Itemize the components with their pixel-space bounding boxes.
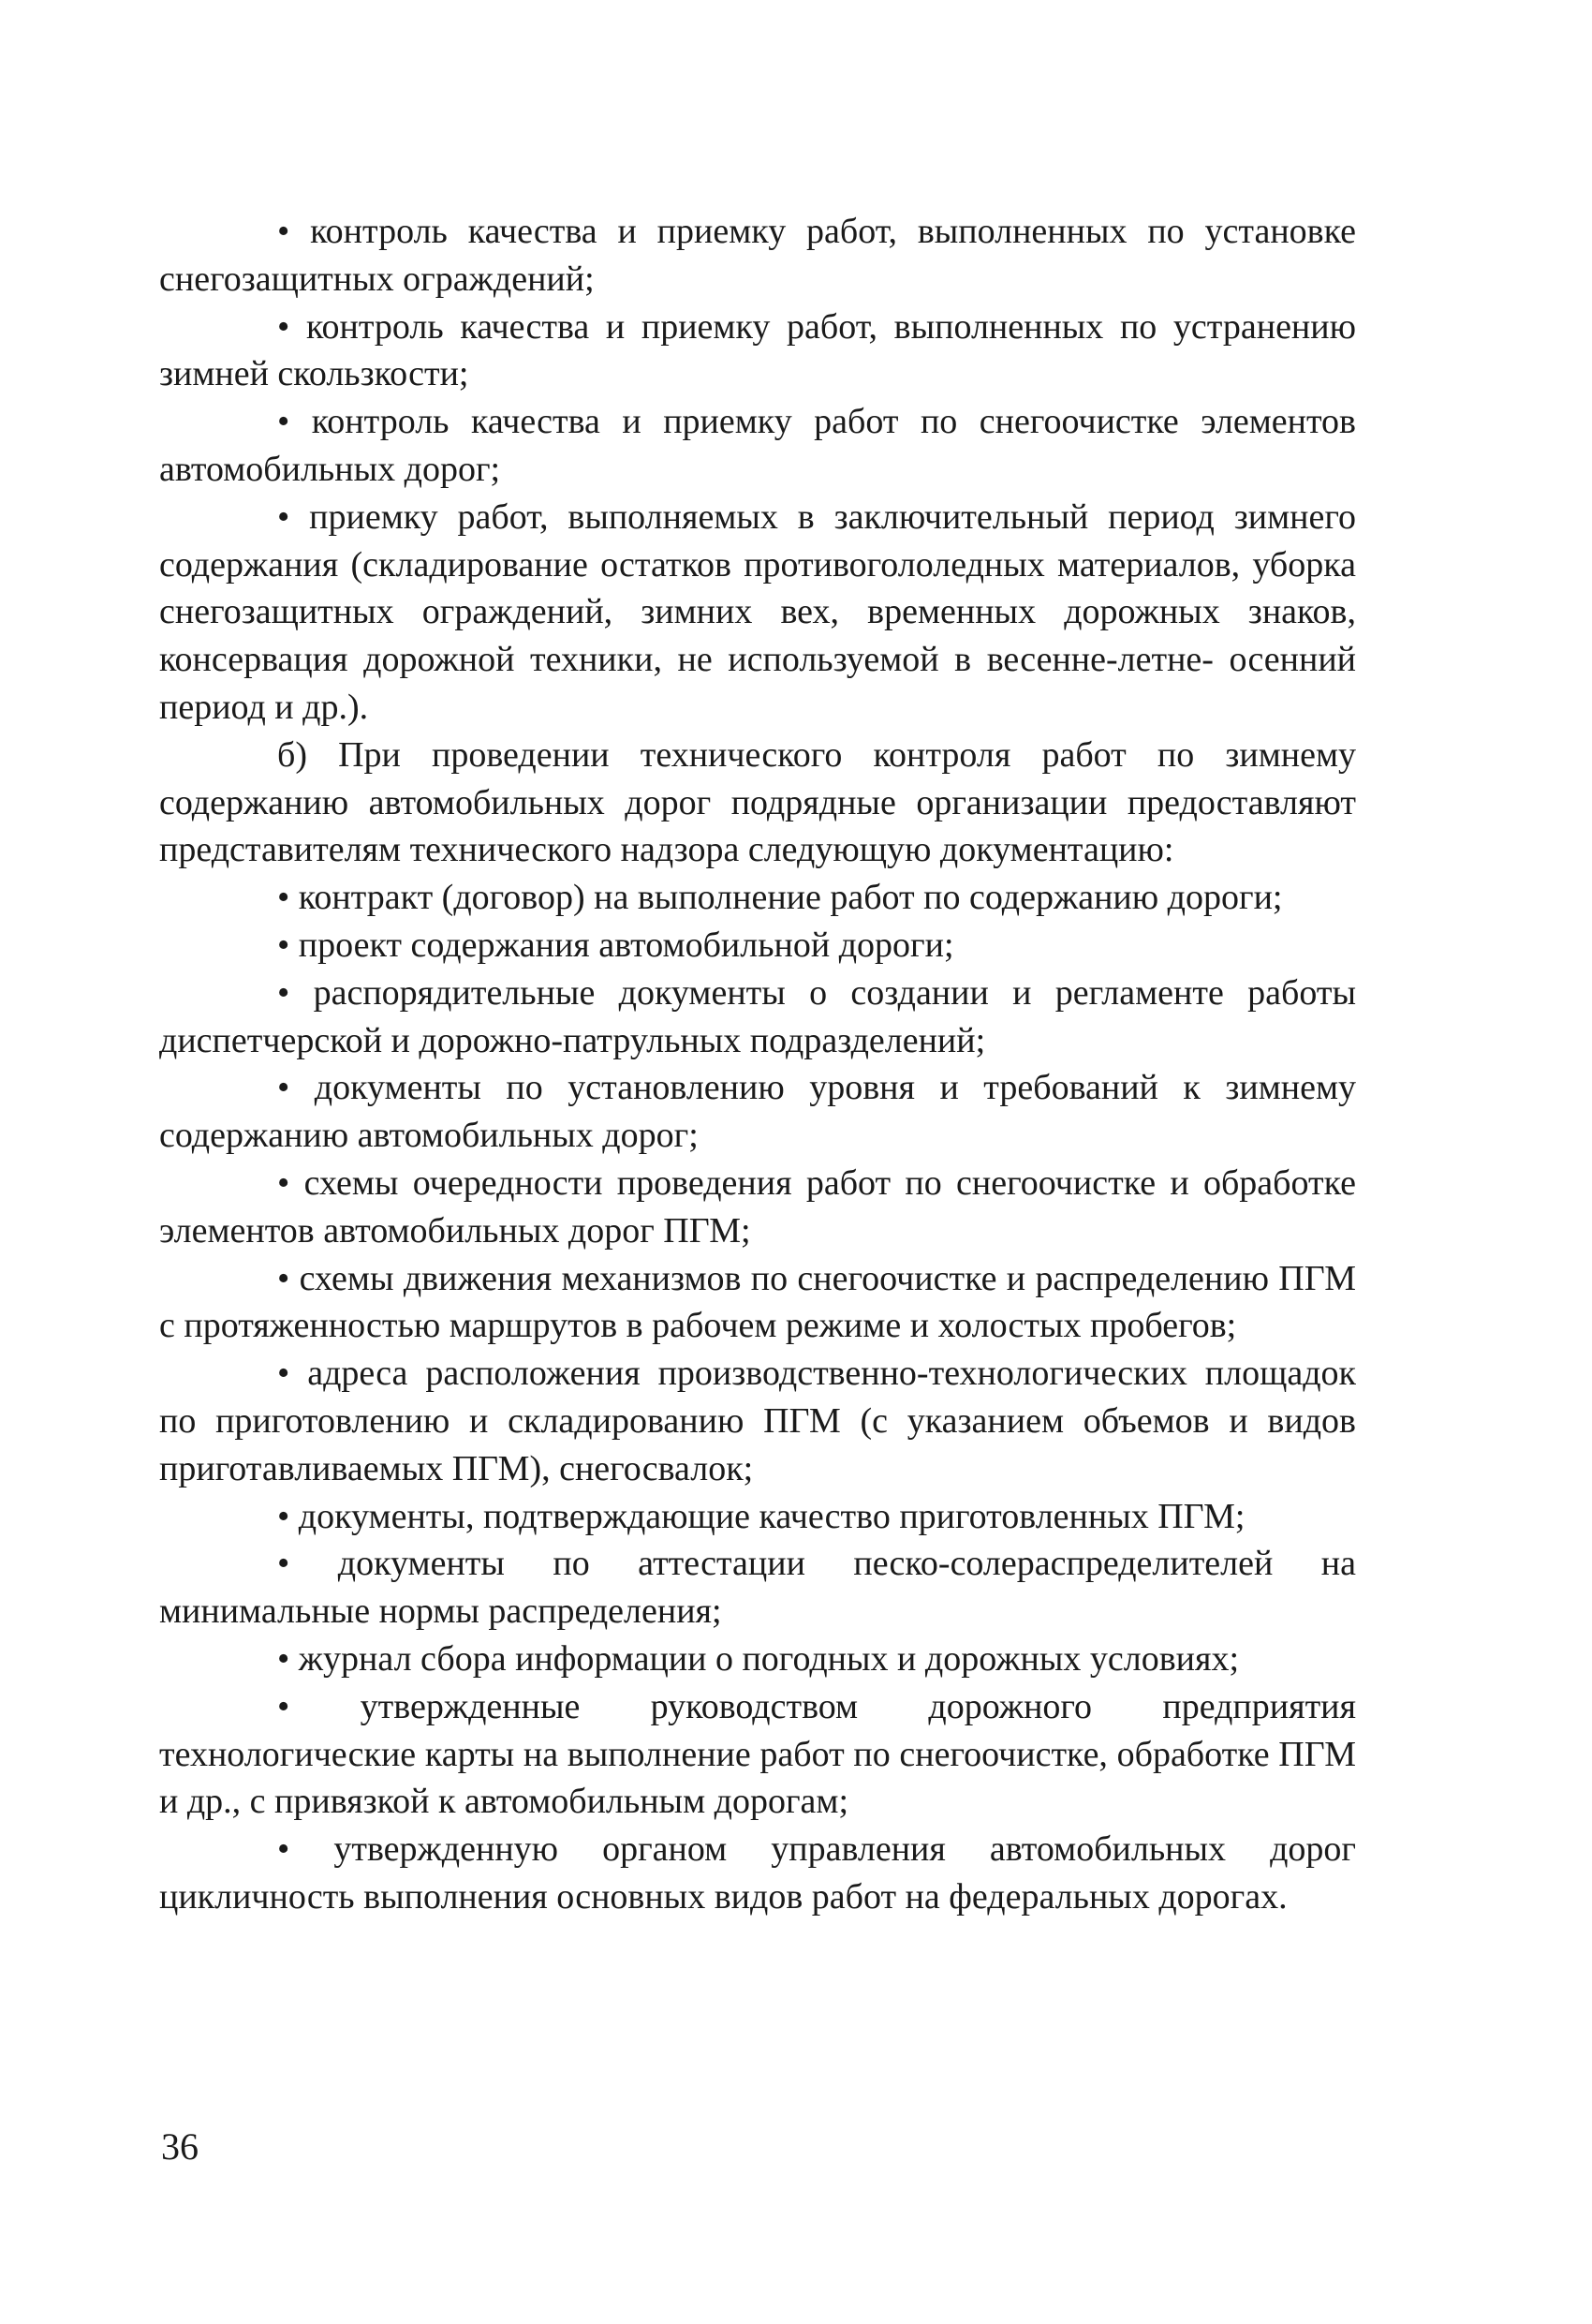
list-item: • контроль качества и приемку работ по снегоочистке элементов автомобильных дорог; [159,402,1356,489]
body-text [159,208,1356,1921]
list-item: • документы по установлению уровня и требований к зимнему содержанию автомобильных дорог; [159,1068,1356,1156]
list-item: • распорядительные документы о создании и регламенте работы диспетчерской и дорожно-патрульных подразделений; [159,972,1356,1060]
list-item: • документы, подтверждающие качество приготовленных ПГМ; [277,1496,1246,1536]
list-item: • проект содержания автомобильной дороги; [277,925,954,965]
list-item: • документы по аттестации песко-солераспределителей на минимальные нормы распределения; [159,1544,1356,1632]
list-item: • утвержденную органом управления автомобильных дорог цикличность выполнения основных видов работ на федеральных дорогах. [159,1829,1356,1917]
list-item: • контроль качества и приемку работ, выполненных по устранению зимней скользкости; [159,306,1356,394]
list-item: • приемку работ, выполняемых в заключительный период зимнего содержания (складирование остатков противогололедных материалов, уборка снегозащитных ограждений, зимних вех, временных дорожных знаков, консервация дорожной техники, не используемой в весенне-летне- осенний период и др.). [159,496,1356,727]
paragraph-b: б) При проведении технического контроля работ по зимнему содержанию автомобильных дорог подрядные организации предоставляют представителям технического надзора следующую документацию: [159,734,1356,870]
list-item: • контракт (договор) на выполнение работ по содержанию дороги; [277,878,1283,918]
list-item: • схемы очередности проведения работ по снегоочистке и обработке элементов автомобильных дорог ПГМ; [159,1162,1356,1251]
page-number: 36 [161,2125,199,2168]
list-item: • схемы движения механизмов по снегоочистке и распределению ПГМ с протяженностью маршрутов в рабочем режиме и холостых пробегов; [159,1258,1356,1346]
list-item: • контроль качества и приемку работ, выполненных по установке снегозащитных ограждений; [159,212,1356,299]
list-item: • адреса расположения производственно-технологических площадок по приготовлению и складированию ПГМ (с указанием объемов и видов приготавливаемых ПГМ), снегосвалок; [159,1354,1356,1488]
list-item: • журнал сбора информации о погодных и дорожных условиях; [277,1638,1240,1679]
list-item: • утвержденные руководством дорожного предприятия технологические карты на выполнение работ по снегоочистке, обработке ПГМ и др., с привязкой к автомобильным дорогам; [159,1686,1356,1822]
